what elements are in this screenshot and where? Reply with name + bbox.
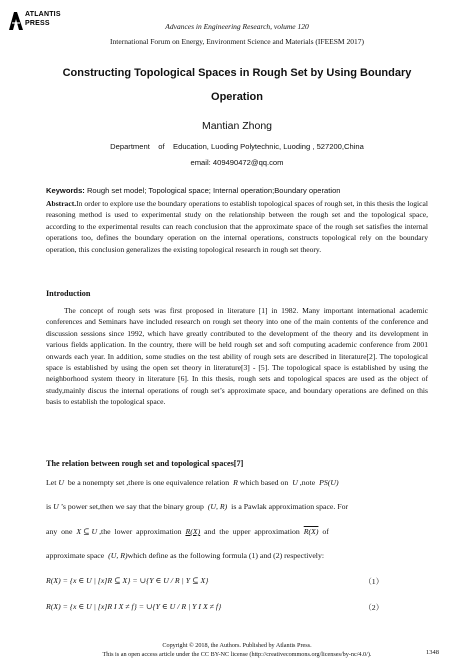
math-line-3 bbox=[46, 527, 329, 536]
relation-heading: The relation between rough set and topological spaces[7] bbox=[46, 459, 244, 468]
abstract bbox=[46, 198, 428, 255]
formula-1: R(X) = {x ∈ U | [x]R ⊆ X} = ∪{Y ∈ U / R | Y ⊆ X} bbox=[46, 576, 209, 585]
math-symbol: U bbox=[292, 478, 298, 487]
keywords-text: Rough set model; Topological space; Internal operation;Boundary operation bbox=[84, 186, 341, 195]
math-text: is a Pawlak approximation space. For bbox=[227, 502, 349, 511]
keywords-label: Keywords: bbox=[46, 186, 85, 195]
affiliation: Department of Education, Luoding Polytechnic, Luoding , 527200,China bbox=[110, 142, 364, 151]
math-text: and the upper approximation bbox=[200, 527, 304, 536]
paper-title: Constructing Topological Spaces in Rough Set by Using Boundary Operation bbox=[62, 67, 412, 103]
math-line-4 bbox=[46, 551, 324, 560]
math-line-1 bbox=[46, 478, 339, 487]
keywords bbox=[46, 186, 428, 195]
journal-name: Advances in Engineering Research, volume 120 bbox=[165, 22, 309, 31]
math-text: is bbox=[46, 502, 54, 511]
math-symbol: PS(U) bbox=[319, 478, 339, 487]
logo-line1: ATLANTIS bbox=[25, 11, 61, 18]
math-text: which based on bbox=[237, 478, 293, 487]
abstract-label: Abstract. bbox=[46, 199, 77, 208]
page-number: 1348 bbox=[426, 649, 439, 656]
conference-name: International Forum on Energy, Environment Science and Materials (IFEESM 2017) bbox=[110, 37, 364, 46]
footer-license: This is an open access article under the CC BY-NC license (http://creativecommons.org/licenses/by-nc/4.0/). bbox=[102, 651, 372, 658]
introduction-text: The concept of rough sets was first proposed in literature [1] in 1982. Many important international academic conferences and Seminars have included research on rough set theory into one of the main contents of the conference and discussion sessions since 1992, which have greatly contributed to the development of the theory and its development in various fields application. In the country, there will be held rough set and soft computing academic conference from 2001 onwards each year. In addition, some studies on the test ability of rough sets are described in literature[2]. The topological space is established by using the open set theory in literature[3] - [5]. The topological space is established by using the neighborhood system theory in literature [6]. In this thesis, rough sets and topological spaces are used as the object of study,mainly discus the internal operations of rough set’s approximate space, and boundary operations are defined on this basis to establish the topological space. bbox=[46, 306, 428, 407]
math-text: which define as the following formula (1) and (2) respectively: bbox=[127, 551, 325, 560]
math-text: any one bbox=[46, 527, 77, 536]
math-text: be a nonempty set ,there is one equivalence relation bbox=[63, 478, 234, 487]
math-text: Let bbox=[46, 478, 59, 487]
math-text: of bbox=[318, 527, 329, 536]
math-text: ’s power set,then we say that the binary group bbox=[58, 502, 208, 511]
footer-copyright: Copyright © 2018, the Authors. Published by Atlantis Press. bbox=[162, 642, 312, 649]
upper-approx-symbol: R(X) bbox=[303, 527, 319, 536]
math-symbol: (U, R) bbox=[207, 502, 228, 511]
author-name: Mantian Zhong bbox=[201, 120, 273, 132]
math-text: ,the lower approximation bbox=[97, 527, 186, 536]
equation-number-2: （2） bbox=[364, 603, 384, 612]
equation-number-1: （1） bbox=[364, 577, 384, 586]
lower-approx-symbol: R(X) bbox=[185, 527, 201, 536]
author-email: email: 409490472@qq.com bbox=[190, 158, 284, 167]
math-symbol: (U, R) bbox=[108, 551, 128, 560]
math-symbol: U bbox=[58, 478, 64, 487]
math-symbol: U bbox=[53, 502, 59, 511]
math-symbol: X ⊆ U bbox=[76, 527, 98, 536]
formula-2: R(X) = {x ∈ U | [x]R I X ≠ f} = ∪{Y ∈ U / R | Y I X ≠ f} bbox=[46, 602, 222, 611]
introduction-heading: Introduction bbox=[46, 289, 91, 298]
abstract-text: In order to explore use the boundary operations to establish topological spaces of rough set, in this thesis the logical reasoning method is used to experimental study on the relationship between the rough set and the topological space, according to the experimental results can reach conclusion that the approximate space of the rough set satisfies the internal operations too, defines the boundary operation on the internal operations, constructs topological rely on the boundary operation, this conclusion generalizes the existing topological research in rough set theory. bbox=[46, 199, 428, 254]
math-text: ,note bbox=[297, 478, 320, 487]
math-symbol: R bbox=[233, 478, 238, 487]
math-line-2 bbox=[46, 502, 348, 511]
math-text: approximate space bbox=[46, 551, 109, 560]
logo-line2: PRESS bbox=[25, 20, 50, 27]
